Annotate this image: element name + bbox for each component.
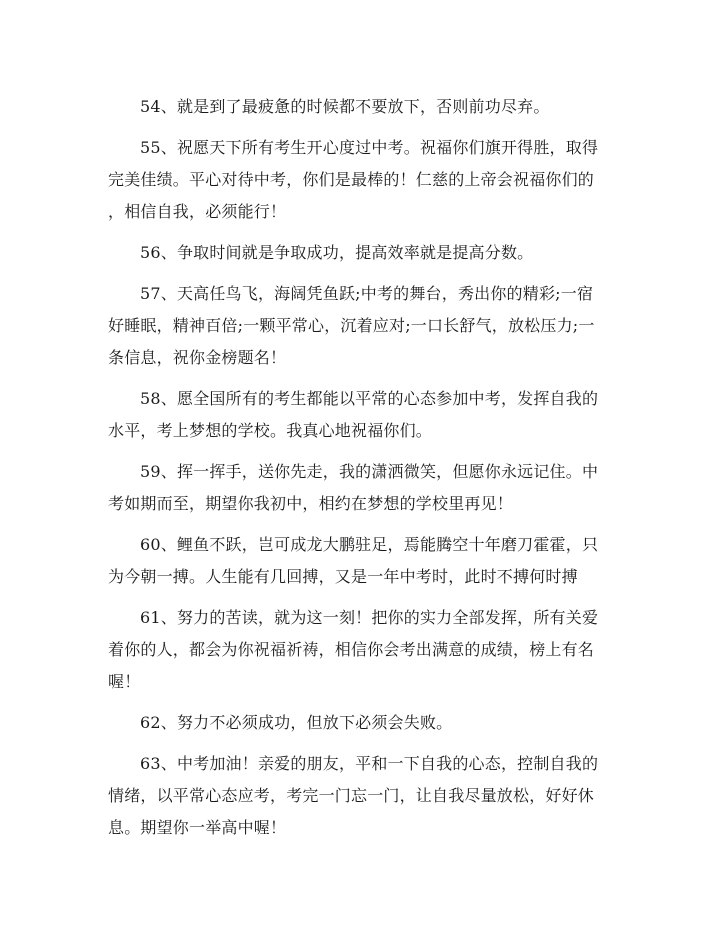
paragraph-57: 57、天高任鸟飞，海阔凭鱼跃;中考的舞台，秀出你的精彩;一宿 好睡眠，精神百倍;一颗平常心，沉着应对;一口长舒气，放松压力;一 条信息，祝你金榜题名！: [108, 284, 595, 367]
paragraph-61: 61、努力的苦读，就为这一刻！把你的实力全部发挥，所有关爱 着你的人，都会为你祝福祈祷，相信你会考出满意的成绩，榜上有名 喔！: [108, 608, 599, 691]
paragraph-54: 54、就是到了最疲惫的时候都不要放下，否则前功尽弃。: [140, 97, 550, 116]
paragraph-60: 60、鲤鱼不跃，岂可成龙大鹏驻足，焉能腾空十年磨刀霍霍，只 为今朝一搏。人生能有几回搏，又是一年中考时，此时不搏何时搏: [108, 535, 599, 586]
paragraph-55: 55、祝愿天下所有考生开心度过中考。祝福你们旗开得胜，取得 完美佳绩。平心对待中考，你们是最棒的！仁慈的上帝会祝福你们的 ，相信自我，必须能行！: [108, 138, 599, 221]
document-body: [108, 91, 613, 853]
paragraph-59: 59、挥一挥手，送你先走，我的潇洒微笑，但愿你永远记住。中 考如期而至，期望你我初中，相约在梦想的学校里再见！: [108, 462, 599, 513]
paragraph-58: 58、愿全国所有的考生都能以平常的心态参加中考，发挥自我的 水平，考上梦想的学校。我真心地祝福你们。: [108, 389, 599, 440]
paragraph-56: 56、争取时间就是争取成功，提高效率就是提高分数。: [140, 243, 534, 262]
paragraph-62: 62、努力不必须成功，但放下必须会失败。: [140, 713, 453, 732]
paragraph-63: 63、中考加油！亲爱的朋友，平和一下自我的心态，控制自我的 情绪，以平常心态应考，考完一门忘一门，让自我尽量放松，好好休 息。期望你一举高中喔！: [108, 754, 599, 837]
